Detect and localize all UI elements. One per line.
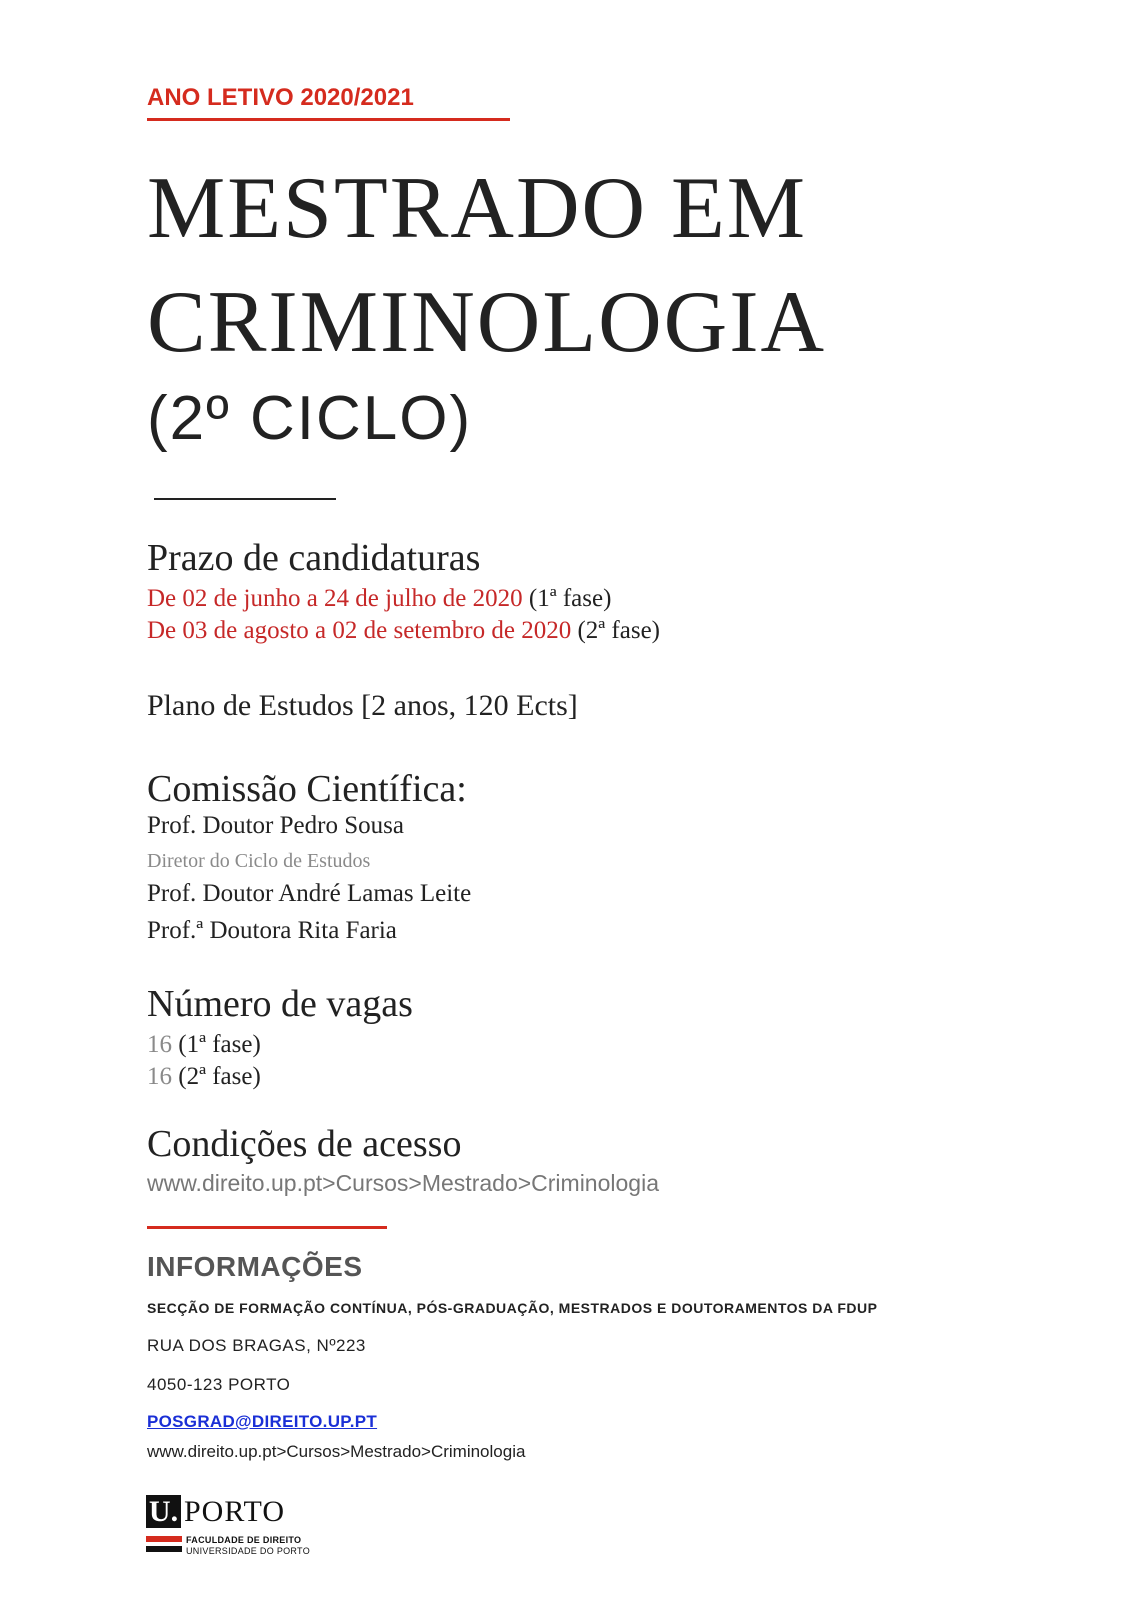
prazo-phase-1-label: (1ª fase)	[528, 585, 612, 612]
vagas-item-1-phase: (1ª fase)	[178, 1031, 261, 1058]
informacoes-city: 4050-123 PORTO	[147, 1375, 291, 1394]
informacoes-email-link[interactable]: POSGRAD@DIREITO.UP.PT	[147, 1412, 378, 1431]
title-line-2: CRIMINOLOGIA	[147, 274, 827, 371]
informacoes-section: SECÇÃO DE FORMAÇÃO CONTÍNUA, PÓS-GRADUAÇÃO, MESTRADOS E DOUTORAMENTOS DA FDUP	[147, 1300, 878, 1316]
informacoes-title: INFORMAÇÕES	[147, 1251, 363, 1282]
academic-year-label: ANO LETIVO 2020/2021	[147, 84, 414, 111]
vagas-item-1	[147, 1032, 261, 1057]
condicoes-url[interactable]: www.direito.up.pt>Cursos>Mestrado>Criminologia	[147, 1170, 659, 1196]
informacoes-street: RUA DOS BRAGAS, Nº223	[147, 1336, 366, 1355]
title-line-1: MESTRADO EM	[147, 160, 808, 257]
prazo-phase-2-label: (2ª fase)	[577, 617, 660, 644]
red-divider-top	[147, 118, 510, 121]
logo-red-bar	[146, 1536, 182, 1542]
vagas-item-2	[147, 1064, 261, 1089]
prazo-phase-2-dates: De 03 de agosto a 02 de setembro de 2020	[147, 617, 572, 644]
logo-black-bar	[146, 1546, 182, 1552]
logo-porto-text: PORTO	[184, 1495, 286, 1528]
vagas-item-2-phase: (2ª fase)	[178, 1063, 261, 1090]
prazo-phase-1-dates: De 02 de junho a 24 de julho de 2020	[147, 585, 523, 612]
vagas-heading: Número de vagas	[147, 983, 413, 1025]
vagas-item-2-count: 16	[147, 1063, 172, 1090]
logo-university: UNIVERSIDADE DO PORTO	[186, 1546, 310, 1556]
condicoes-heading: Condições de acesso	[147, 1123, 462, 1165]
comissao-heading: Comissão Científica:	[147, 768, 467, 810]
red-divider-info	[147, 1226, 387, 1229]
uporto-logo	[146, 1495, 316, 1565]
black-divider	[154, 498, 336, 500]
comissao-member-2: Prof. Doutor André Lamas Leite	[147, 880, 472, 907]
prazo-phase-1	[147, 586, 611, 611]
comissao-member-3: Prof.ª Doutora Rita Faria	[147, 917, 397, 944]
prazo-phase-2	[147, 618, 660, 643]
title-cycle: (2º CICLO)	[147, 384, 473, 453]
comissao-member-1: Prof. Doutor Pedro Sousa	[147, 812, 404, 839]
informacoes-url[interactable]: www.direito.up.pt>Cursos>Mestrado>Criminologia	[147, 1442, 526, 1461]
prazo-heading: Prazo de candidaturas	[147, 537, 481, 579]
logo-faculty: FACULDADE DE DIREITO	[186, 1535, 302, 1545]
comissao-member-1-role: Diretor do Ciclo de Estudos	[147, 850, 371, 872]
plano-estudos: Plano de Estudos [2 anos, 120 Ects]	[147, 689, 578, 722]
logo-u-mark: U.	[146, 1495, 181, 1528]
vagas-item-1-count: 16	[147, 1031, 172, 1058]
